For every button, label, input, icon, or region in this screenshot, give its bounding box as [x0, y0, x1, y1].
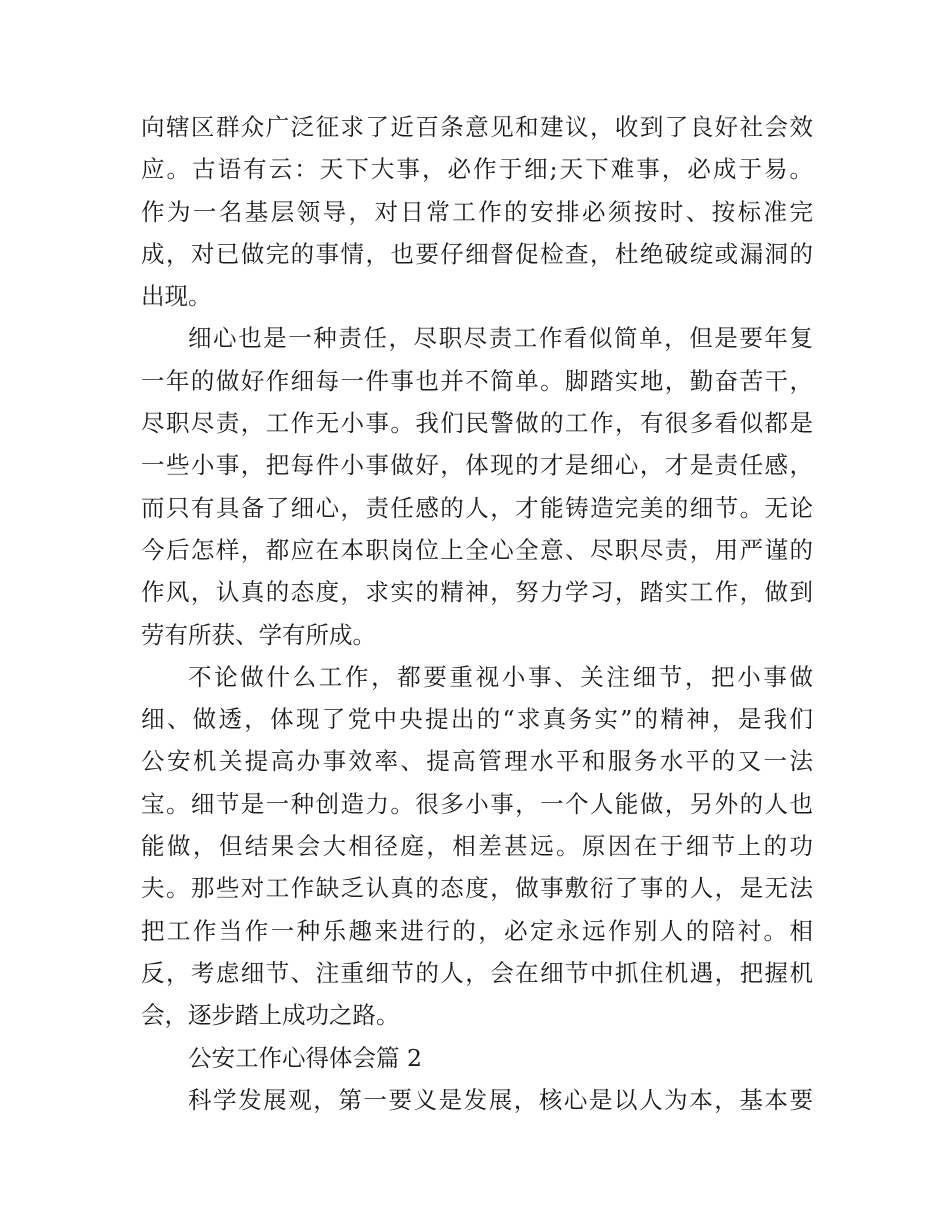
text-line: 公安工作心得体会篇 2 — [188, 1043, 422, 1072]
text-line: 作为一名基层领导，对日常工作的安排必须按时、按标准完 — [141, 197, 813, 226]
text-line: 会，逐步踏上成功之路。 — [141, 1001, 400, 1030]
text-line: 向辖区群众广泛征求了近百条意见和建议，收到了良好社会效 — [141, 113, 813, 141]
text-line: 出现。 — [141, 282, 212, 311]
text-line: 劳有所获、学有所成。 — [141, 620, 376, 649]
text-line: 公安机关提高办事效率、提高管理水平和服务水平的又一法 — [141, 747, 813, 776]
text-line: 成，对已做完的事情，也要仔细督促检查，杜绝破绽或漏洞的 — [141, 239, 813, 268]
text-line: 把工作当作一种乐趣来进行的，必定永远作别人的陪衬。相 — [141, 916, 813, 945]
text-line: 夫。那些对工作缺乏认真的态度，做事敷衍了事的人，是无法 — [141, 874, 813, 903]
text-line: 一些小事，把每件小事做好，体现的才是细心，才是责任感， — [141, 451, 813, 480]
text-line: 而只有具备了细心，责任感的人，才能铸造完美的细节。无论 — [141, 493, 813, 522]
text-line: 一年的做好作细每一件事也并不简单。脚踏实地，勤奋苦干， — [141, 366, 813, 395]
text-line: 不论做什么工作，都要重视小事、关注细节，把小事做 — [188, 662, 813, 691]
document-body — [141, 106, 813, 1121]
text-line: 今后怎样，都应在本职岗位上全心全意、尽职尽责，用严谨的 — [141, 535, 813, 564]
text-line: 细、做透，体现了党中央提出的“求真务实”的精神，是我们 — [141, 705, 813, 734]
text-line: 应。古语有云：天下大事，必作于细;天下难事，必成于易。 — [141, 155, 813, 184]
text-line: 细心也是一种责任，尽职尽责工作看似简单，但是要年复 — [188, 324, 813, 353]
text-line: 尽职尽责，工作无小事。我们民警做的工作，有很多看似都是 — [141, 409, 813, 438]
text-line: 宝。细节是一种创造力。很多小事，一个人能做，另外的人也 — [141, 789, 813, 818]
text-line: 反，考虑细节、注重细节的人，会在细节中抓住机遇，把握机 — [141, 958, 813, 987]
text-line: 科学发展观，第一要义是发展，核心是以人为本，基本要 — [188, 1085, 813, 1114]
text-line: 能做，但结果会大相径庭，相差甚远。原因在于细节上的功 — [141, 832, 813, 861]
text-line: 作风，认真的态度，求实的精神，努力学习，踏实工作，做到 — [141, 578, 813, 607]
